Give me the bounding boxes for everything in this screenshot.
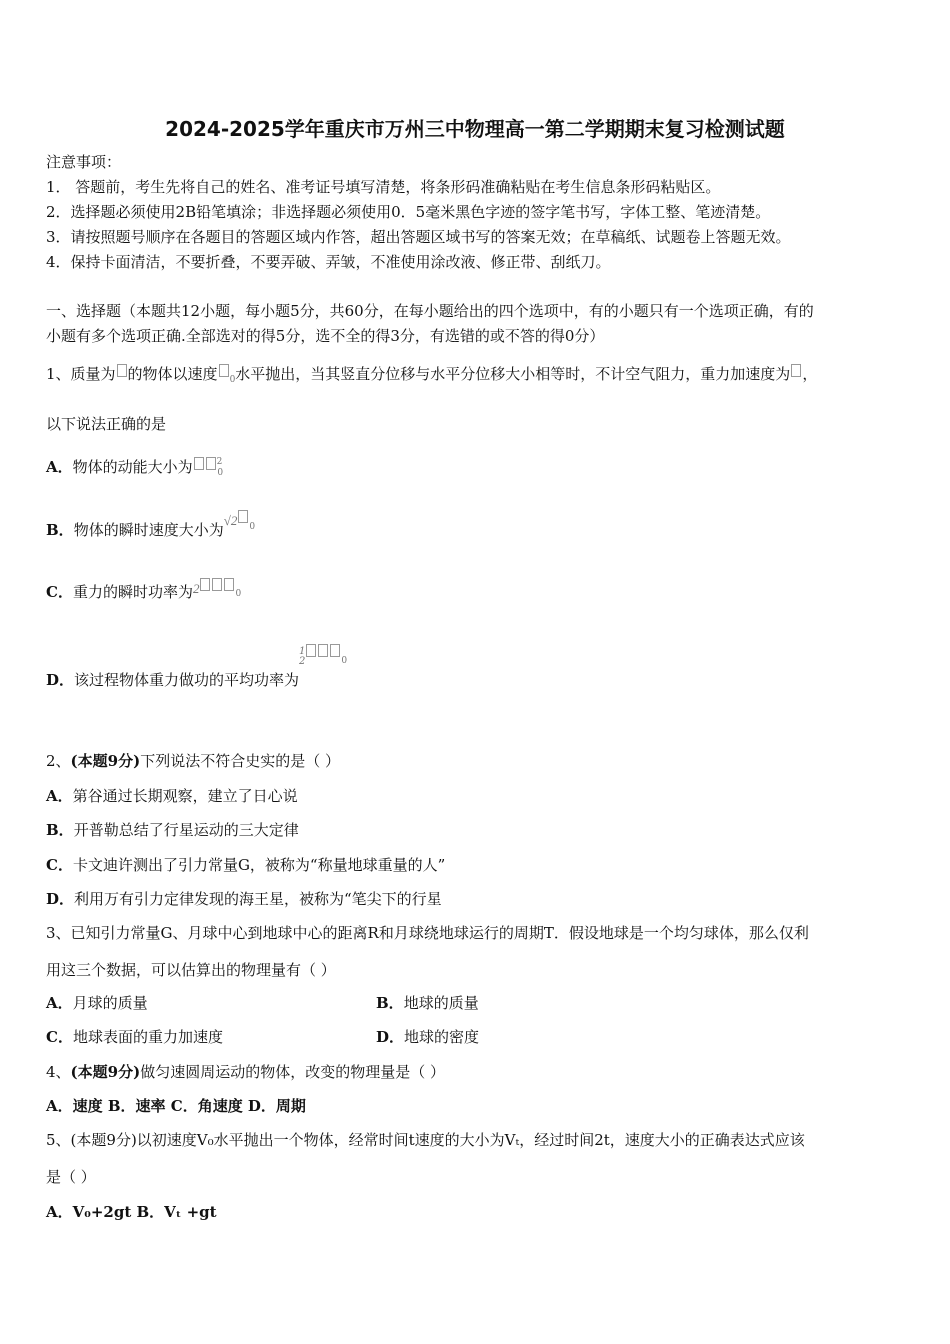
option-text: 重力的瞬时功率为 [72, 583, 193, 601]
q3-option-d [376, 1027, 479, 1047]
formula-subscript: 0 [235, 589, 242, 599]
formula-denominator: 2 [299, 656, 306, 667]
q1-stem-line2: 以下说法正确的是 [46, 415, 167, 433]
section-instructions-line2: 小题有多个选项正确.全部选对的得5分，选不全的得3分，有选错的或不答的得0分） [46, 327, 605, 345]
q4-stem-text: 做匀速圆周运动的物体，改变的物理量是（ ） [140, 1063, 445, 1081]
formula-placeholder-icon [194, 457, 204, 470]
q4-options: A．速度 B．速率 C．角速度 D．周期 [46, 1097, 306, 1115]
q4-points: (本题9分) [70, 1063, 141, 1081]
q1-stem-part3: 水平抛出，当其竖直分位移与水平分位移大小相等时，不计空气阻力，重力加速度为 [235, 365, 791, 383]
q5-options: A．V₀+2gt B．Vₜ +gt [46, 1203, 217, 1221]
q1-option-c [46, 582, 241, 605]
q1-stem-part2: 的物体以速度 [127, 365, 218, 383]
q1-stem [46, 364, 817, 387]
formula-superscript: 2 [216, 457, 223, 467]
q2-option-d [46, 889, 442, 909]
option-label: B． [46, 821, 74, 839]
notice-heading: 注意事项： [46, 153, 122, 171]
page-title: 2024-2025学年重庆市万州三中物理高一第二学期期末复习检测试题 [165, 117, 785, 141]
q3-option-b [376, 993, 479, 1013]
formula-placeholder-icon [791, 364, 801, 377]
formula-placeholder-icon [224, 578, 234, 591]
notice-item-1: 1． 答题前，考生先将自己的姓名、准考证号填写清楚，将条形码准确粘贴在考生信息条形码粘贴区。 [46, 178, 721, 196]
option-label: A． [46, 458, 73, 476]
q2-stem-text: 下列说法不符合史实的是（ ） [140, 752, 340, 770]
option-label: B． [376, 994, 404, 1012]
q2-points: (本题9分) [70, 752, 141, 770]
notice-item-2: 2．选择题必须使用2B铅笔填涂；非选择题必须使用0．5毫米黑色字迹的签字笔书写，字体工整、笔迹清楚。 [46, 203, 771, 221]
option-text: 地球表面的重力加速度 [72, 1028, 223, 1046]
q4-stem-prefix: 4、 [46, 1063, 71, 1081]
option-label: D． [46, 671, 75, 689]
option-text: 月球的质量 [72, 994, 148, 1012]
option-label: C． [46, 583, 73, 601]
notice-item-3: 3．请按照题号顺序在各题目的答题区域内作答，超出答题区域书写的答案无效；在草稿纸、试题卷上答题无效。 [46, 228, 791, 246]
q2-stem-prefix: 2、 [46, 752, 71, 770]
formula-placeholder-icon [212, 578, 222, 591]
formula-placeholder-icon [219, 364, 229, 377]
option-text: 物体的动能大小为 [72, 458, 193, 476]
option-label: A． [46, 994, 73, 1012]
section-instructions-line1: 一、选择题（本题共12小题，每小题5分，共60分，在每小题给出的四个选项中，有的小题只有一个选项正确，有的 [46, 302, 814, 320]
q1-option-b [46, 513, 256, 543]
option-text: 地球的质量 [403, 994, 479, 1012]
q3-stem-line2: 用这三个数据，可以估算出的物理量有（ ） [46, 961, 336, 979]
q1-stem-part1: 1、质量为 [46, 365, 116, 383]
formula-coefficient: 2 [192, 581, 200, 596]
option-label: D． [376, 1028, 405, 1046]
notice-item-4: 4．保持卡面清洁，不要折叠，不要弄破、弄皱，不准使用涂改液、修正带、刮纸刀。 [46, 253, 611, 271]
q2-option-c [46, 855, 445, 875]
option-text: 第谷通过长期观察，建立了日心说 [72, 787, 298, 805]
option-label: C． [46, 1028, 73, 1046]
formula-subscript: 0 [217, 468, 224, 478]
formula-placeholder-icon [206, 457, 216, 470]
option-text: 该过程物体重力做功的平均功率为 [74, 671, 300, 689]
formula-numerator: 1 [299, 646, 306, 657]
option-label: B． [46, 521, 74, 539]
q2-option-a [46, 786, 298, 806]
q2-stem [46, 751, 340, 771]
q4-stem [46, 1062, 445, 1082]
q5-stem-line2: 是（ ） [46, 1168, 96, 1186]
formula-placeholder-icon [318, 644, 328, 657]
option-text: 地球的密度 [404, 1028, 480, 1046]
q3-stem-line1: 3、已知引力常量G、月球中心到地球中心的距离R和月球绕地球运行的周期T．假设地球是一个均匀球体，那么仅利 [46, 924, 809, 942]
option-label: C． [46, 856, 73, 874]
q2-option-b [46, 820, 299, 840]
q1-option-a [46, 457, 223, 480]
formula-sqrt: √2 [223, 513, 238, 528]
q1-stem-part4: ， [802, 365, 818, 383]
option-label: A． [46, 787, 73, 805]
option-text: 物体的瞬时速度大小为 [73, 521, 224, 539]
q3-option-a [46, 993, 148, 1013]
formula-subscript: 0 [249, 522, 256, 532]
option-text: 卡文迪许测出了引力常量G，被称为“称量地球重量的人” [72, 856, 446, 874]
q1-option-d [46, 646, 348, 693]
formula-placeholder-icon [117, 364, 127, 377]
option-text: 利用万有引力定律发现的海王星，被称为“笔尖下的行星 [74, 890, 442, 908]
formula-placeholder-icon [238, 510, 248, 523]
formula-placeholder-icon [330, 644, 340, 657]
q5-stem-line1: 5、(本题9分)以初速度V₀水平抛出一个物体，经常时间t速度的大小为Vₜ，经过时间2t，速度大小的正确表达式应该 [46, 1131, 805, 1149]
option-label: D． [46, 890, 75, 908]
q3-option-c [46, 1027, 223, 1047]
formula-placeholder-icon [306, 644, 316, 657]
formula-placeholder-icon [200, 578, 210, 591]
formula-subscript: 0 [229, 375, 236, 385]
formula-subscript: 0 [341, 656, 348, 666]
option-text: 开普勒总结了行星运动的三大定律 [73, 821, 299, 839]
formula-fraction [299, 647, 305, 667]
